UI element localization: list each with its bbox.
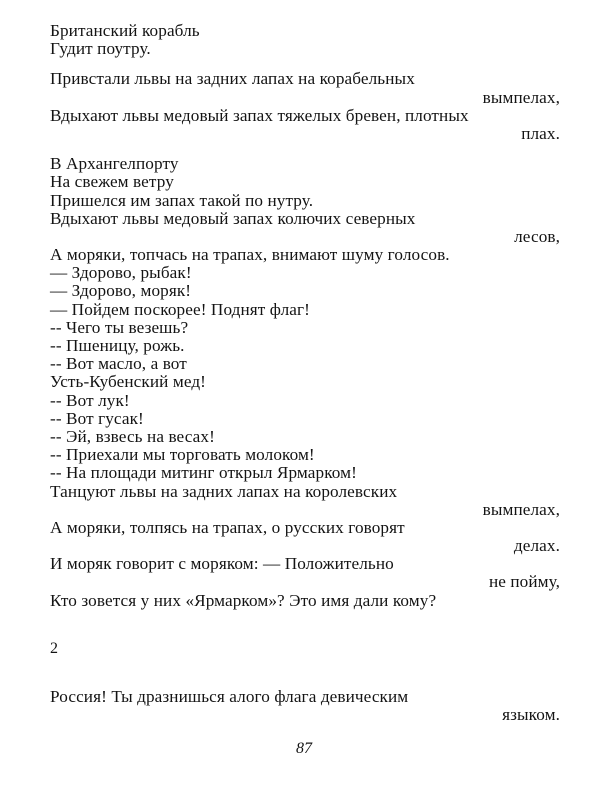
poem-line-continuation: делах. (513, 536, 560, 556)
poem-line-continuation: вымпелах, (482, 499, 560, 519)
poem-line: Россия! Ты дразнишься алого флага девическим (50, 687, 409, 706)
poem-line-continuation: плах. (521, 123, 560, 143)
poem-line: Пришелся им запах такой по нутру. (50, 190, 314, 210)
poem-line: И моряк говорит с моряком: — Положительно (50, 554, 394, 574)
stanza-3 (50, 155, 560, 610)
poem-line: -- Вот лук! (50, 390, 130, 410)
poem-line: -- Приехали мы торговать молоком! (50, 445, 315, 465)
stanza-4 (50, 688, 560, 724)
poem-line: Усть-Кубенский мед! (50, 372, 207, 392)
poem-line: Вдыхают львы медовый запах тяжелых бревен, плотных (50, 105, 469, 125)
poem-line: -- Вот масло, а вот (50, 354, 187, 374)
poem-line-continuation: лесов, (514, 226, 560, 246)
poem-line: А моряки, толпясь на трапах, о русских говорят (50, 517, 405, 537)
stanza-1 (50, 22, 560, 58)
poem-line: — Здорово, рыбак! (50, 263, 192, 283)
poem-line: А моряки, топчась на трапах, внимают шуму голосов. (50, 245, 450, 265)
poem-line: Кто зовется у них «Ярмарком»? Это имя дали кому? (50, 590, 437, 610)
poem-line: -- На площади митинг открыл Ярмарком! (50, 463, 357, 483)
poem-line-continuation: языком. (502, 705, 560, 725)
poem-line: Британский корабль (50, 21, 200, 40)
poem-line: -- Вот гусак! (50, 408, 144, 428)
poem-line-continuation: не пойму, (488, 572, 560, 592)
poem-line: — Пойдем поскорее! Поднят флаг! (50, 299, 310, 319)
section-number: 2 (50, 639, 59, 657)
poem-line: — Здорово, моряк! (50, 281, 192, 301)
poem-line: Танцуют львы на задних лапах на королевских (50, 481, 398, 501)
page-number: 87 (296, 740, 312, 757)
poem-line: На свежем ветру (50, 172, 174, 192)
poem-line: Вдыхают львы медовый запах колючих северных (50, 208, 416, 228)
stanza-2 (50, 70, 560, 143)
poem-line-continuation: вымпелах, (482, 87, 560, 107)
poem-line: -- Эй, взвесь на весах! (50, 426, 215, 446)
poem-line: -- Чего ты везешь? (50, 317, 189, 337)
poem-line: Гудит поутру. (50, 39, 151, 59)
poem-line: Привстали львы на задних лапах на корабельных (50, 69, 415, 89)
poem-line: -- Пшеницу, рожь. (50, 336, 185, 355)
poem-page (50, 22, 560, 724)
poem-line: В Архангелпорту (50, 154, 179, 174)
